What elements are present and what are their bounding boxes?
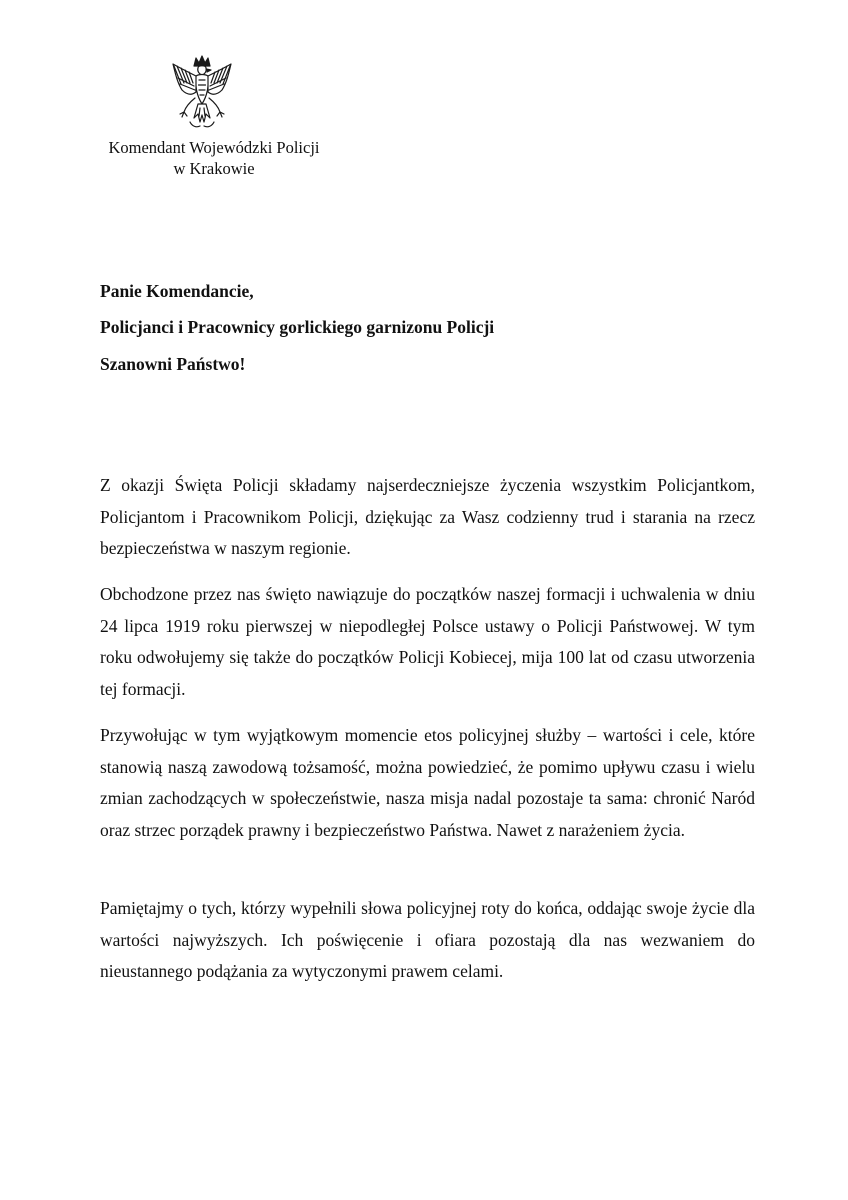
greeting-line-3: Szanowni Państwo! xyxy=(100,354,246,374)
paragraph-1: Z okazji Święta Policji składamy najserdeczniejsze życzenia wszystkim Policjantkom, Policjantom i Pracownikom Policji, dziękując za Wasz codzienny trud i starania na rzecz bezpieczeństwa w naszym regionie. xyxy=(100,475,755,558)
crowned-eagle-icon xyxy=(168,52,236,132)
paragraph-2: Obchodzone przez nas święto nawiązuje do początków naszej formacji i uchwalenia w dniu 24 lipca 1919 roku pierwszej w niepodległej Polsce ustawy o Policji Państwowej. W tym roku odwołujemy się także do początków Policji Kobiecej, mija 100 lat od czasu utworzenia tej formacji. xyxy=(100,584,755,699)
sender-block xyxy=(96,137,332,179)
paragraph-4: Pamiętajmy o tych, którzy wypełnili słowa policyjnej roty do końca, oddając swoje życie dla wartości najwyższych. Ich poświęcenie i ofiara pozostają dla nas wezwaniem do nieustannego podążania za wytyczonymi prawem celami. xyxy=(100,898,755,981)
greeting-line-1: Panie Komendancie, xyxy=(100,281,254,301)
paragraph-3: Przywołując w tym wyjątkowym momencie etos policyjnej służby – wartości i cele, które stanowią naszą zawodową tożsamość, można powiedzieć, że pomimo upływu czasu i wielu zmian zachodzących w społeczeństwie, nasza misja nadal pozostaje ta sama: chronić Naród oraz strzec porządek prawny i bezpieczeństwo Państwa. Nawet z narażeniem życia. xyxy=(100,725,755,840)
sender-title: Komendant Wojewódzki Policji xyxy=(108,138,320,157)
sender-city: w Krakowie xyxy=(173,159,255,178)
greeting-line-2: Policjanci i Pracownicy gorlickiego garnizonu Policji xyxy=(100,317,495,337)
